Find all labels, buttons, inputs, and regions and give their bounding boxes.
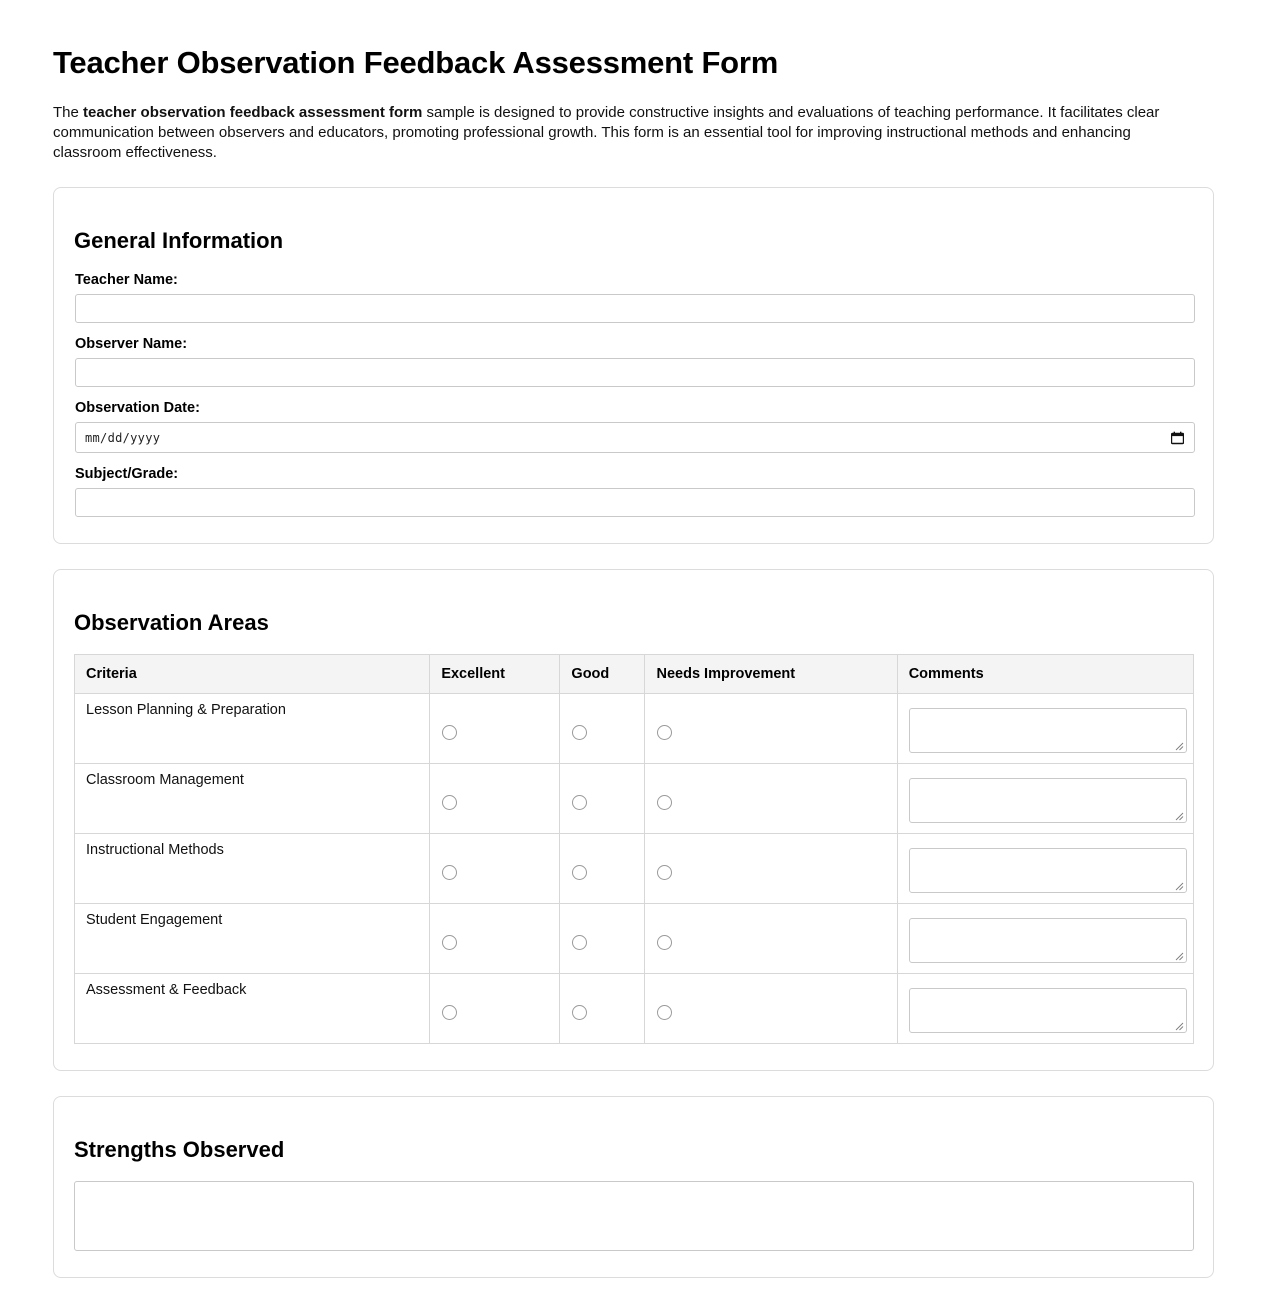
column-header-comments: Comments — [897, 655, 1193, 694]
criteria-label: Instructional Methods — [75, 834, 430, 904]
intro-rest: sample is designed to provide constructive insights and evaluations of teaching performance. It facilitates clear communication between observers and educators, promoting professional growth. This form is an essential tool for improving instructional methods and enhancing classroom effectiveness. — [53, 104, 1160, 162]
column-header-needs-improvement: Needs Improvement — [645, 655, 897, 694]
resize-grip-icon[interactable] — [1175, 882, 1184, 891]
observation-date-input[interactable] — [75, 422, 1195, 453]
rating-cell-needs-improvement[interactable] — [645, 834, 897, 904]
general-information-card — [53, 187, 1214, 544]
table-row — [75, 904, 1194, 974]
table-row — [75, 974, 1194, 1044]
rating-cell-needs-improvement[interactable] — [645, 764, 897, 834]
rating-cell-excellent[interactable] — [430, 764, 560, 834]
resize-grip-icon[interactable] — [1175, 742, 1184, 751]
column-header-criteria: Criteria — [75, 655, 430, 694]
general-information-heading: General Information — [74, 228, 284, 254]
comment-textarea[interactable] — [909, 778, 1187, 823]
observation-date-field-block — [74, 400, 1191, 453]
radio-needs-improvement[interactable] — [657, 725, 672, 740]
rating-cell-needs-improvement[interactable] — [645, 694, 897, 764]
intro-paragraph — [53, 103, 1195, 163]
rating-cell-excellent[interactable] — [430, 834, 560, 904]
comments-cell — [897, 764, 1193, 834]
observation-date-label: Observation Date: — [75, 400, 200, 417]
criteria-label: Student Engagement — [75, 904, 430, 974]
criteria-label: Assessment & Feedback — [75, 974, 430, 1044]
radio-excellent[interactable] — [442, 795, 457, 810]
radio-good[interactable] — [572, 935, 587, 950]
rating-cell-good[interactable] — [560, 904, 645, 974]
page-title: Teacher Observation Feedback Assessment Form — [53, 45, 779, 80]
radio-good[interactable] — [572, 1005, 587, 1020]
strengths-observed-heading: Strengths Observed — [74, 1137, 285, 1163]
observer-name-label: Observer Name: — [75, 336, 188, 353]
table-header-row — [75, 655, 1194, 694]
table-row — [75, 764, 1194, 834]
radio-needs-improvement[interactable] — [657, 795, 672, 810]
observation-areas-table — [74, 654, 1194, 1044]
strengths-textarea[interactable] — [74, 1181, 1194, 1251]
comment-textarea[interactable] — [909, 988, 1187, 1033]
radio-good[interactable] — [572, 795, 587, 810]
teacher-name-input[interactable] — [75, 294, 1195, 323]
radio-needs-improvement[interactable] — [657, 935, 672, 950]
subject-grade-input[interactable] — [75, 488, 1195, 517]
observer-name-field-block — [74, 336, 1191, 387]
resize-grip-icon[interactable] — [1175, 812, 1184, 821]
resize-grip-icon[interactable] — [1175, 952, 1184, 961]
rating-cell-good[interactable] — [560, 764, 645, 834]
resize-grip-icon[interactable] — [1175, 1022, 1184, 1031]
observation-areas-heading: Observation Areas — [74, 610, 269, 636]
teacher-name-field-block — [74, 272, 1191, 323]
observation-areas-card — [53, 569, 1214, 1071]
intro-bold-term: teacher observation feedback assessment form — [83, 104, 423, 122]
radio-excellent[interactable] — [442, 1005, 457, 1020]
rating-cell-good[interactable] — [560, 834, 645, 904]
rating-cell-good[interactable] — [560, 974, 645, 1044]
comments-cell — [897, 904, 1193, 974]
radio-excellent[interactable] — [442, 935, 457, 950]
criteria-label: Classroom Management — [75, 764, 430, 834]
comments-cell — [897, 974, 1193, 1044]
table-row — [75, 834, 1194, 904]
radio-good[interactable] — [572, 865, 587, 880]
radio-needs-improvement[interactable] — [657, 1005, 672, 1020]
rating-cell-excellent[interactable] — [430, 904, 560, 974]
radio-excellent[interactable] — [442, 725, 457, 740]
rating-cell-excellent[interactable] — [430, 974, 560, 1044]
comments-cell — [897, 694, 1193, 764]
radio-good[interactable] — [572, 725, 587, 740]
radio-needs-improvement[interactable] — [657, 865, 672, 880]
comment-textarea[interactable] — [909, 918, 1187, 963]
strengths-observed-card — [53, 1096, 1214, 1278]
teacher-name-label: Teacher Name: — [75, 272, 178, 289]
rating-cell-needs-improvement[interactable] — [645, 904, 897, 974]
table-row — [75, 694, 1194, 764]
subject-grade-field-block — [74, 466, 1191, 517]
calendar-icon[interactable] — [1171, 431, 1184, 444]
comments-cell — [897, 834, 1193, 904]
criteria-label: Lesson Planning & Preparation — [75, 694, 430, 764]
rating-cell-good[interactable] — [560, 694, 645, 764]
date-placeholder: mm/dd/yyyy — [85, 430, 161, 445]
rating-cell-excellent[interactable] — [430, 694, 560, 764]
radio-excellent[interactable] — [442, 865, 457, 880]
rating-cell-needs-improvement[interactable] — [645, 974, 897, 1044]
column-header-good: Good — [560, 655, 645, 694]
comment-textarea[interactable] — [909, 708, 1187, 753]
observer-name-input[interactable] — [75, 358, 1195, 387]
subject-grade-label: Subject/Grade: — [75, 466, 179, 483]
column-header-excellent: Excellent — [430, 655, 560, 694]
intro-lead: The — [53, 104, 84, 122]
comment-textarea[interactable] — [909, 848, 1187, 893]
